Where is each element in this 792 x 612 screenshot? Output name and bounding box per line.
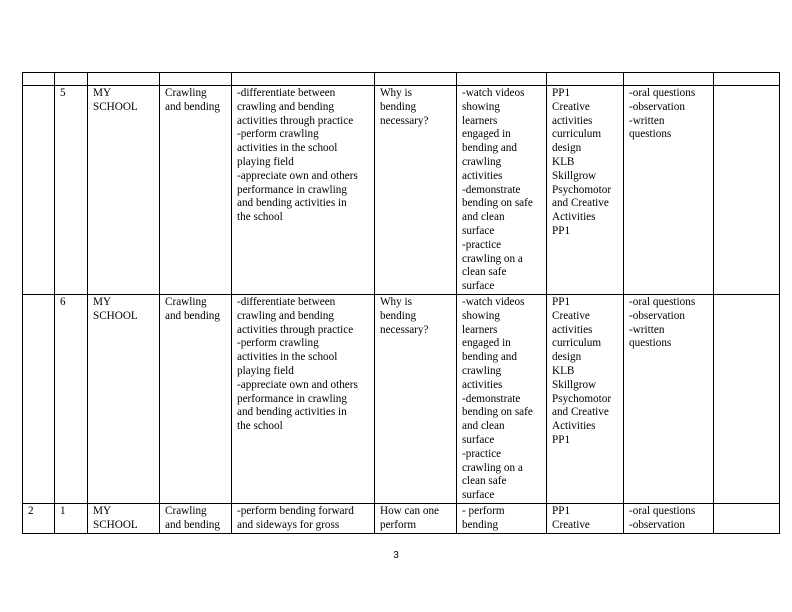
page-number: 3: [393, 550, 399, 561]
header-row: [23, 73, 780, 86]
resources-cell: PP1 Creative activities curriculum design KLB Skillgrow Psychomotor and Creative Activities PP1: [547, 294, 624, 503]
header-cell: [88, 73, 160, 86]
learning-outcomes-cell: -differentiate between crawling and bending activities through practice -perform crawling activities in the school playing field -appreciate own and others performance in crawling and bending activities in the school: [232, 86, 375, 295]
key-inquiry-cell: How can one perform: [375, 503, 457, 533]
table-row: [23, 294, 780, 503]
strand-cell: MY SCHOOL: [88, 503, 160, 533]
strand-cell: MY SCHOOL: [88, 294, 160, 503]
header-cell: [55, 73, 88, 86]
learning-experiences-cell: -watch videos showing learners engaged in bending and crawling activities -demonstrate bending on safe and clean surface -practice crawling on a clean safe surface: [457, 86, 547, 295]
week-cell: [23, 86, 55, 295]
lesson-cell: 1: [55, 503, 88, 533]
remarks-cell: [714, 86, 780, 295]
sub-strand-cell: Crawling and bending: [160, 86, 232, 295]
week-cell: [23, 294, 55, 503]
lesson-cell: 5: [55, 86, 88, 295]
header-cell: [232, 73, 375, 86]
week-cell: 2: [23, 503, 55, 533]
key-inquiry-cell: Why is bending necessary?: [375, 294, 457, 503]
strand-cell: MY SCHOOL: [88, 86, 160, 295]
header-cell: [23, 73, 55, 86]
header-cell: [547, 73, 624, 86]
resources-cell: PP1 Creative activities curriculum design KLB Skillgrow Psychomotor and Creative Activities PP1: [547, 86, 624, 295]
header-cell: [160, 73, 232, 86]
sub-strand-cell: Crawling and bending: [160, 503, 232, 533]
table-row: [23, 86, 780, 295]
learning-experiences-cell: -watch videos showing learners engaged in bending and crawling activities -demonstrate bending on safe and clean surface -practice crawling on a clean safe surface: [457, 294, 547, 503]
learning-experiences-cell: - perform bending: [457, 503, 547, 533]
assessment-cell: -oral questions -observation: [624, 503, 714, 533]
sub-strand-cell: Crawling and bending: [160, 294, 232, 503]
assessment-cell: -oral questions -observation -written questions: [624, 86, 714, 295]
header-cell: [457, 73, 547, 86]
assessment-cell: -oral questions -observation -written questions: [624, 294, 714, 503]
table-row: [23, 503, 780, 533]
header-cell: [714, 73, 780, 86]
header-cell: [624, 73, 714, 86]
lesson-cell: 6: [55, 294, 88, 503]
scheme-of-work-table: [22, 72, 780, 534]
remarks-cell: [714, 503, 780, 533]
remarks-cell: [714, 294, 780, 503]
key-inquiry-cell: Why is bending necessary?: [375, 86, 457, 295]
learning-outcomes-cell: -perform bending forward and sideways for gross: [232, 503, 375, 533]
header-cell: [375, 73, 457, 86]
resources-cell: PP1 Creative: [547, 503, 624, 533]
learning-outcomes-cell: -differentiate between crawling and bending activities through practice -perform crawling activities in the school playing field -appreciate own and others performance in crawling and bending activities in the school: [232, 294, 375, 503]
